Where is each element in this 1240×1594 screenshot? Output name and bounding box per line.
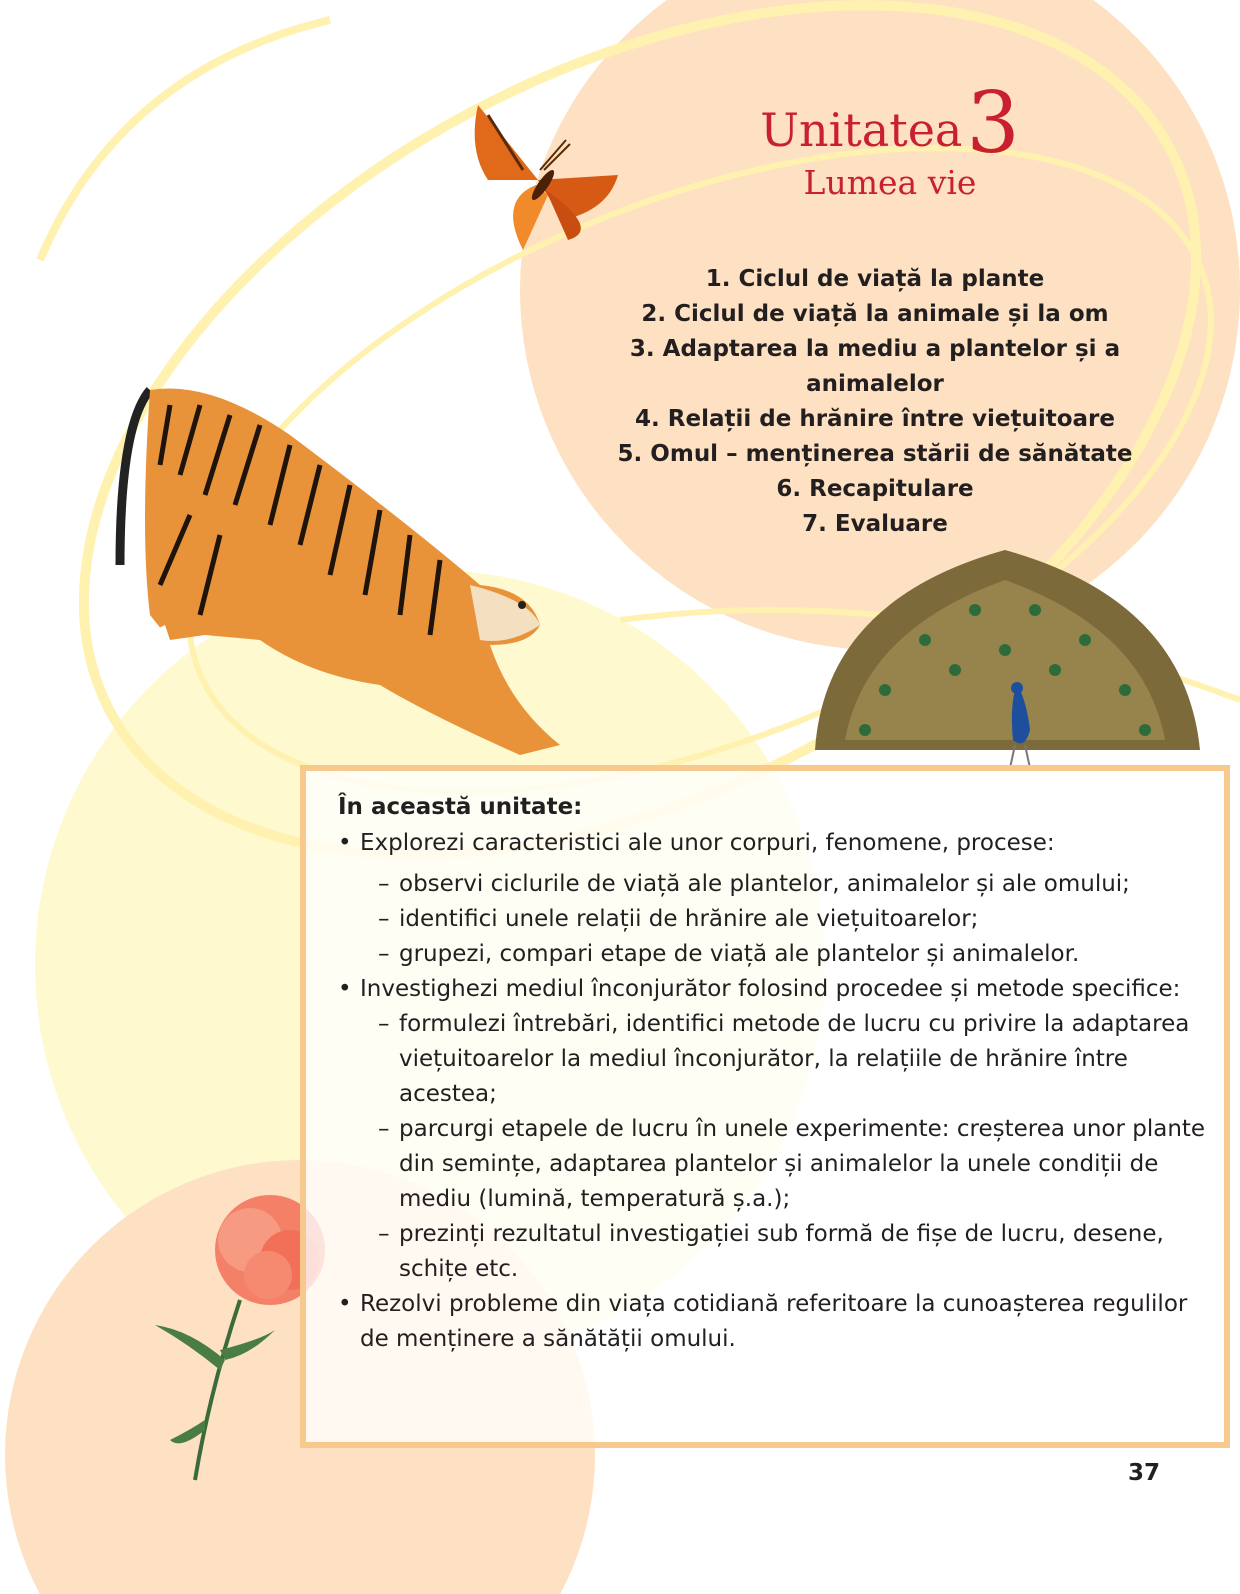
swirl-arc-left [40,20,330,260]
tiger-illustration [110,385,580,765]
unit-heading [690,74,1090,172]
objective-subitem: – prezinți rezultatul investigației sub formă de fișe de lucru, desene, schițe etc. [338,1217,1208,1287]
lesson-item[interactable]: 1. Ciclul de viață la plante [705,266,1045,292]
objectives-content [338,790,1208,1357]
objective-bullet: • Investighezi mediul înconjurător folosind procedee și metode specifice: [338,972,1208,1007]
objective-sublist [338,1007,1208,1287]
objective-subitem: – observi ciclurile de viață ale plantelor, animalelor și ale omului; [338,867,1208,902]
objective-bullet: • Rezolvi probleme din viața cotidiană referitoare la cunoașterea regulilor de menținere a sănătății omului. [338,1287,1208,1357]
unit-number: 3 [966,74,1020,172]
peacock-illustration [805,540,1205,770]
lesson-item[interactable]: 2. Ciclul de viață la animale și la om [641,301,1109,327]
objective-subitem: – formulezi întrebări, identifici metode de lucru cu privire la adaptarea viețuitoarelor la mediul înconjurător, la relațiile de hrănire între acestea; [338,1007,1208,1112]
objective-subitem: – grupezi, compari etape de viață ale plantelor și animalelor. [338,937,1208,972]
lesson-item[interactable]: 4. Relații de hrănire între viețuitoare [635,406,1115,432]
lesson-item[interactable]: 6. Recapitulare [776,476,974,502]
objectives-heading: În această unitate: [338,794,583,820]
lesson-item[interactable]: 3. Adaptarea la mediu a plantelor și a animalelor [629,336,1121,397]
objective-subitem: – identifici unele relații de hrănire ale viețuitoarelor; [338,902,1208,937]
butterfly-illustration [468,100,623,255]
lesson-item[interactable]: 5. Omul – menținerea stării de sănătate [617,441,1133,467]
objective-sublist [338,867,1208,972]
unit-label: Unitatea [760,103,963,157]
lesson-list [560,262,1190,542]
objective-subitem: – parcurgi etapele de lucru în unele experimente: creșterea unor plante din semințe, adaptarea plantelor și animalelor la unele condiții de mediu (lumină, temperatură ș.a.); [338,1112,1208,1217]
page-number: 37 [1128,1460,1161,1486]
objective-bullet: • Explorezi caracteristici ale unor corpuri, fenomene, procese: [338,826,1208,861]
lesson-item[interactable]: 7. Evaluare [802,511,948,537]
unit-title-block [690,74,1090,205]
unit-subtitle: Lumea vie [803,163,977,202]
